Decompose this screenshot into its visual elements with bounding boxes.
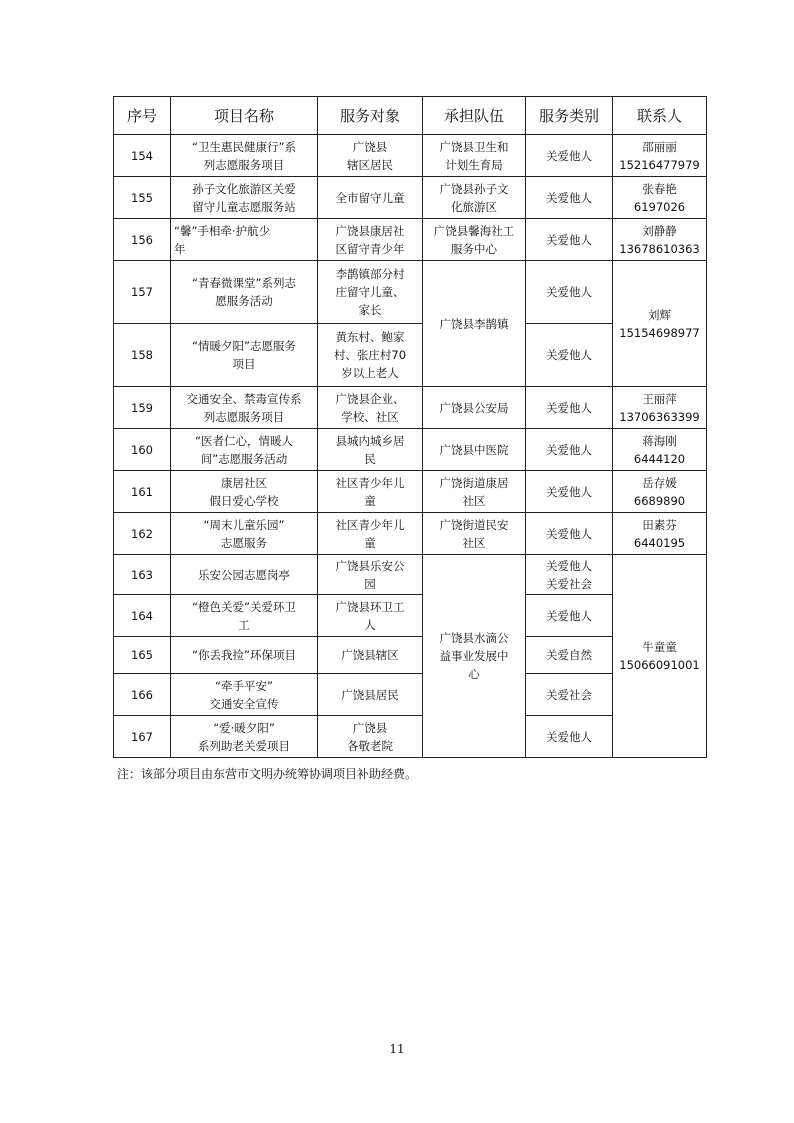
service-target: 广饶县 辖区居民 xyxy=(318,135,423,177)
table-row xyxy=(114,471,707,513)
project-name: “医者仁心，情暖人 间”志愿服务活动 xyxy=(171,429,318,471)
table-row xyxy=(114,135,707,177)
project-name: “馨”手相牵·护航少 年 xyxy=(171,219,318,261)
row-number: 157 xyxy=(114,261,171,324)
contact: 田素芬 6440195 xyxy=(613,513,707,555)
service-target: 社区青少年儿 童 xyxy=(318,471,423,513)
service-target: 广饶县辖区 xyxy=(318,637,423,674)
service-target: 社区青少年儿 童 xyxy=(318,513,423,555)
service-team: 广饶街道民安 社区 xyxy=(423,513,526,555)
service-category: 关爱他人 xyxy=(526,324,613,387)
service-team: 广饶县公安局 xyxy=(423,387,526,429)
header-cell: 承担队伍 xyxy=(423,97,526,135)
service-target: 广饶县乐安公 园 xyxy=(318,555,423,595)
row-number: 162 xyxy=(114,513,171,555)
header-cell: 项目名称 xyxy=(171,97,318,135)
page-number: 11 xyxy=(389,1042,405,1056)
contact: 王丽萍 13706363399 xyxy=(613,387,707,429)
service-category: 关爱他人 关爱社会 xyxy=(526,555,613,595)
service-target: 广饶县康居社 区留守青少年 xyxy=(318,219,423,261)
table-row xyxy=(114,177,707,219)
service-target: 广饶县环卫工 人 xyxy=(318,595,423,637)
service-team: 广饶县卫生和 计划生育局 xyxy=(423,135,526,177)
service-team: 广饶县中医院 xyxy=(423,429,526,471)
project-name: 交通安全、禁毒宣传系 列志愿服务项目 xyxy=(171,387,318,429)
header-cell: 服务对象 xyxy=(318,97,423,135)
contact: 岳存媛 6689890 xyxy=(613,471,707,513)
contact: 邵丽丽 15216477979 xyxy=(613,135,707,177)
service-team: 广饶县馨海社工 服务中心 xyxy=(423,219,526,261)
service-category: 关爱他人 xyxy=(526,471,613,513)
service-category: 关爱他人 xyxy=(526,135,613,177)
table-row xyxy=(114,261,707,324)
service-target: 广饶县企业、 学校、社区 xyxy=(318,387,423,429)
service-target: 广饶县 各敬老院 xyxy=(318,716,423,758)
row-number: 156 xyxy=(114,219,171,261)
service-category: 关爱他人 xyxy=(526,261,613,324)
header-cell: 服务类别 xyxy=(526,97,613,135)
table-row xyxy=(114,429,707,471)
service-category: 关爱他人 xyxy=(526,429,613,471)
row-number: 166 xyxy=(114,674,171,716)
row-number: 155 xyxy=(114,177,171,219)
row-number: 164 xyxy=(114,595,171,637)
row-number: 160 xyxy=(114,429,171,471)
service-category: 关爱他人 xyxy=(526,219,613,261)
service-category: 关爱自然 xyxy=(526,637,613,674)
service-team: 广饶街道康居 社区 xyxy=(423,471,526,513)
project-name: “你丢我捡”环保项目 xyxy=(171,637,318,674)
service-target: 李鹊镇部分村 庄留守儿童、 家长 xyxy=(318,261,423,324)
project-name: “卫生惠民健康行”系 列志愿服务项目 xyxy=(171,135,318,177)
service-category: 关爱他人 xyxy=(526,177,613,219)
service-team: 广饶县李鹊镇 xyxy=(423,261,526,387)
project-name: “爱·暖夕阳” 系列助老关爱项目 xyxy=(171,716,318,758)
project-name: “橙色关爱”关爱环卫 工 xyxy=(171,595,318,637)
contact: 刘辉 15154698977 xyxy=(613,261,707,387)
service-team: 广饶县水滴公 益事业发展中 心 xyxy=(423,555,526,758)
row-number: 161 xyxy=(114,471,171,513)
service-target: 黄东村、鲍家 村、张庄村70 岁以上老人 xyxy=(318,324,423,387)
table-row xyxy=(114,555,707,595)
table-row xyxy=(114,219,707,261)
project-name: “周末儿童乐园” 志愿服务 xyxy=(171,513,318,555)
contact: 蒋海刚 6444120 xyxy=(613,429,707,471)
row-number: 158 xyxy=(114,324,171,387)
project-name: 康居社区 假日爱心学校 xyxy=(171,471,318,513)
project-name: 乐安公园志愿岗亭 xyxy=(171,555,318,595)
project-name: 孙子文化旅游区关爱 留守儿童志愿服务站 xyxy=(171,177,318,219)
row-number: 163 xyxy=(114,555,171,595)
row-number: 165 xyxy=(114,637,171,674)
service-category: 关爱他人 xyxy=(526,716,613,758)
row-number: 159 xyxy=(114,387,171,429)
service-target: 县城内城乡居 民 xyxy=(318,429,423,471)
table-row xyxy=(114,513,707,555)
service-category: 关爱他人 xyxy=(526,595,613,637)
table-footnote: 注：该部分项目由东营市文明办统筹协调项目补助经费。 xyxy=(117,767,418,781)
project-name: “情暖夕阳”志愿服务 项目 xyxy=(171,324,318,387)
service-category: 关爱他人 xyxy=(526,387,613,429)
project-name: “青春微课堂”系列志 愿服务活动 xyxy=(171,261,318,324)
service-category: 关爱社会 xyxy=(526,674,613,716)
contact: 张春艳 6197026 xyxy=(613,177,707,219)
volunteer-projects-table xyxy=(113,96,707,758)
header-cell: 联系人 xyxy=(613,97,707,135)
table-header-row xyxy=(114,97,707,135)
table-row xyxy=(114,387,707,429)
row-number: 167 xyxy=(114,716,171,758)
row-number: 154 xyxy=(114,135,171,177)
service-category: 关爱他人 xyxy=(526,513,613,555)
service-target: 全市留守儿童 xyxy=(318,177,423,219)
contact: 牛童童 15066091001 xyxy=(613,555,707,758)
service-team: 广饶县孙子文 化旅游区 xyxy=(423,177,526,219)
header-cell: 序号 xyxy=(114,97,171,135)
service-target: 广饶县居民 xyxy=(318,674,423,716)
project-name: “牵手平安” 交通安全宣传 xyxy=(171,674,318,716)
contact: 刘静静 13678610363 xyxy=(613,219,707,261)
